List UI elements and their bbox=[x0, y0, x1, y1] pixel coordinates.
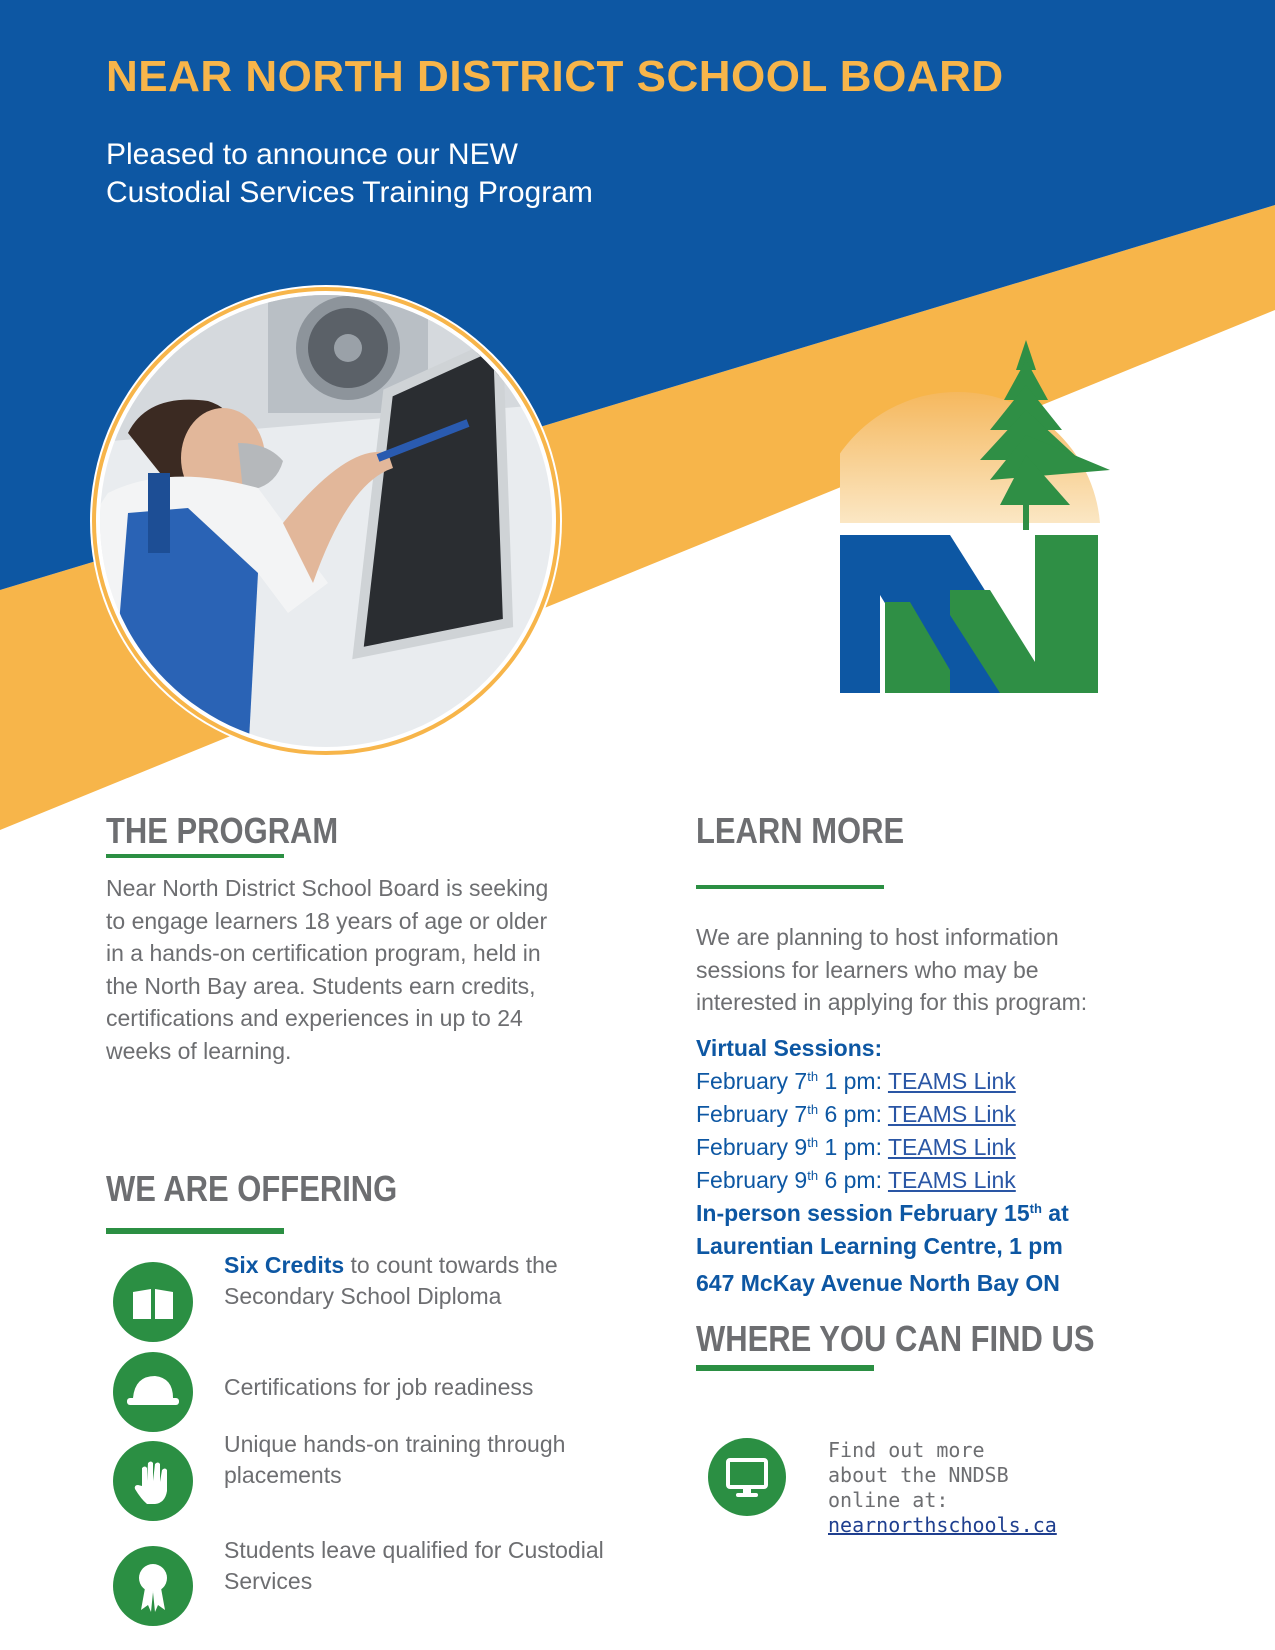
offer-item-2: Certifications for job readiness bbox=[224, 1374, 534, 1400]
offer-item-1-icon-wrap bbox=[113, 1262, 193, 1342]
find-us-heading: WHERE YOU CAN FIND US bbox=[696, 1318, 1095, 1359]
learn-more-heading: LEARN MORE bbox=[696, 810, 905, 851]
offering-heading: WE ARE OFFERING bbox=[106, 1168, 398, 1209]
session-row-1: February 7th 1 pm: TEAMS Link bbox=[696, 1068, 1016, 1094]
session-address: 647 McKay Avenue North Bay ON bbox=[696, 1270, 1060, 1296]
award-ribbon-icon bbox=[113, 1546, 193, 1626]
offer-item-1-highlight: Six Credits bbox=[224, 1252, 345, 1278]
program-description: Near North District School Board is seeking to engage learners 18 years of age or older in a hands-on certification program, held in the North Bay area. Students earn credits, certifications and experiences in up to 24 weeks of learning. bbox=[106, 875, 549, 1064]
hard-hat-icon bbox=[113, 1352, 193, 1432]
session-row-4: February 9th 6 pm: TEAMS Link bbox=[696, 1167, 1016, 1193]
program-heading: THE PROGRAM bbox=[106, 810, 339, 851]
custodian-photo bbox=[88, 283, 564, 759]
offer-item-2-icon-wrap bbox=[113, 1352, 193, 1432]
find-us-heading-underline bbox=[696, 1365, 874, 1371]
offer-item-1-text: to count towards the Secondary School Diploma bbox=[224, 1252, 558, 1309]
virtual-sessions-label: Virtual Sessions: bbox=[696, 1035, 883, 1061]
find-us-text: Find out more about the NNDSB online at: nearnorthschools.ca bbox=[828, 1438, 1057, 1537]
website-link[interactable]: nearnorthschools.ca bbox=[828, 1513, 1057, 1537]
teams-link-3[interactable]: TEAMS Link bbox=[887, 1134, 1016, 1160]
announcement-subtitle bbox=[106, 136, 806, 212]
learn-more-intro: We are planning to host information sessions for learners who may be interested in applying for this program: bbox=[696, 924, 1088, 1015]
program-heading-underline bbox=[106, 854, 284, 858]
offer-item-4: Students leave qualified for Custodial Services bbox=[224, 1537, 604, 1594]
subtitle-line-1: Pleased to announce our NEW bbox=[106, 138, 518, 171]
session-row-2: February 7th 6 pm: TEAMS Link bbox=[696, 1101, 1016, 1127]
session-list bbox=[696, 1032, 1069, 1263]
board-title: NEAR NORTH DISTRICT SCHOOL BOARD bbox=[106, 52, 1004, 101]
nndsb-logo bbox=[840, 340, 1180, 740]
offer-item-1 bbox=[224, 1250, 604, 1312]
subtitle-line-2: Custodial Services Training Program bbox=[106, 176, 593, 209]
teams-link-4[interactable]: TEAMS Link bbox=[887, 1167, 1016, 1193]
teams-link-2[interactable]: TEAMS Link bbox=[887, 1101, 1016, 1127]
in-person-location: Laurentian Learning Centre, 1 pm bbox=[696, 1233, 1063, 1259]
session-row-3: February 9th 1 pm: TEAMS Link bbox=[696, 1134, 1016, 1160]
glove-icon bbox=[113, 1441, 193, 1521]
in-person-session: In-person session February 15th at bbox=[696, 1200, 1069, 1226]
offer-item-4-icon-wrap bbox=[113, 1546, 193, 1626]
offering-heading-underline bbox=[106, 1228, 284, 1234]
book-icon bbox=[113, 1262, 193, 1342]
learn-more-heading-underline bbox=[696, 885, 884, 889]
monitor-icon bbox=[708, 1438, 786, 1516]
offer-item-3-icon-wrap bbox=[113, 1441, 193, 1521]
find-us-icon-wrap bbox=[708, 1438, 786, 1516]
offer-item-3: Unique hands-on training through placements bbox=[224, 1431, 566, 1488]
teams-link-1[interactable]: TEAMS Link bbox=[887, 1068, 1016, 1094]
